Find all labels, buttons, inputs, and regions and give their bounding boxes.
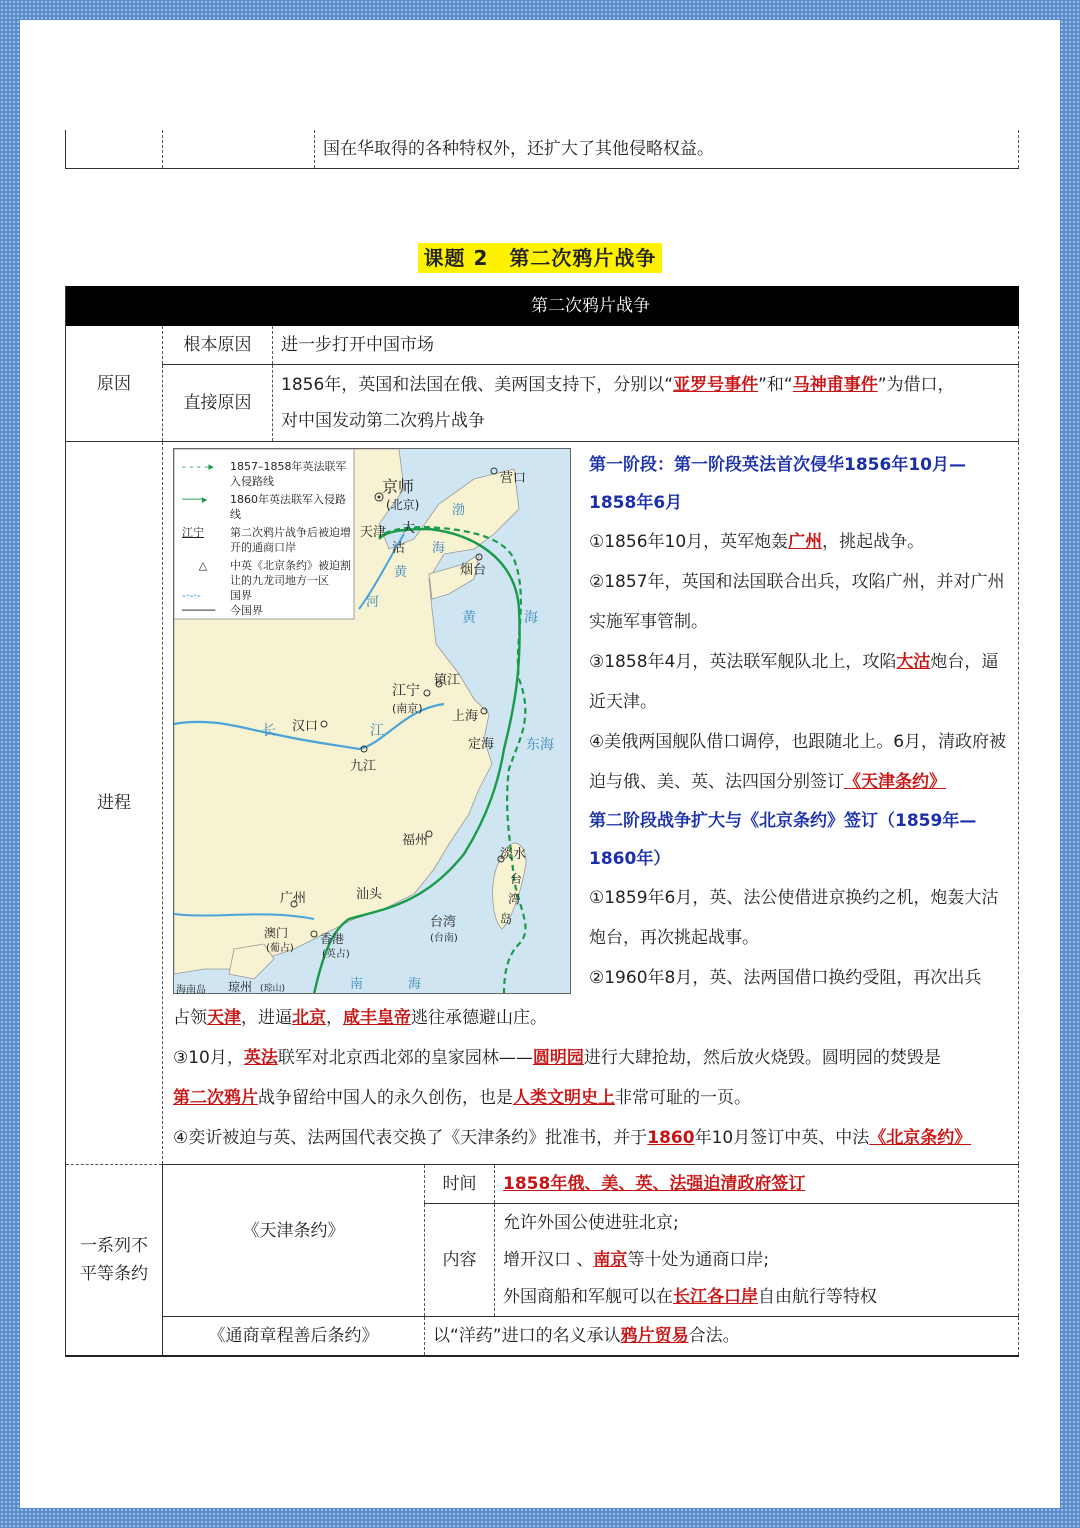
process-item: 占领天津，进逼北京，咸丰皇帝逃往承德避山庄。 bbox=[173, 1008, 547, 1028]
map-label: (英占) bbox=[322, 949, 350, 960]
map-label: 九江 bbox=[350, 759, 377, 774]
content-text: 允许外国公使进驻北京; 增开汉口 、南京等十处为通商口岸; 外国商船和军舰可以在长江各口岸自由航行等特权 bbox=[495, 1204, 1019, 1317]
root-cause-label: 根本原因 bbox=[163, 326, 273, 365]
war-table bbox=[65, 286, 1019, 1357]
process-item: ①1856年10月，英军炮轰广州，挑起战争。 bbox=[589, 532, 925, 552]
direct-cause-label: 直接原因 bbox=[163, 365, 273, 442]
map-label: 南 bbox=[350, 977, 364, 992]
map-label: 琼州 bbox=[228, 980, 253, 994]
process-label: 进程 bbox=[66, 442, 163, 1165]
process-item: ③1858年4月，英法联军舰队北上，攻陷大沽炮台，逼近天津。 bbox=[589, 652, 999, 712]
map-label: 汕头 bbox=[356, 887, 383, 902]
map-label: 沽 bbox=[392, 541, 406, 556]
map-label: (南京) bbox=[392, 702, 423, 715]
map-label: 渤 bbox=[452, 503, 466, 518]
map-label: (台南) bbox=[430, 933, 458, 944]
map-label: 香港 bbox=[320, 932, 345, 946]
process-item: ③10月，英法联军对北京西北郊的皇家园林——圆明园进行大肆抢劫，然后放火烧毁。圆明园的焚毁是 第二次鸦片战争留给中国人的永久创伤，也是人类文明史上非常可耻的一页。 bbox=[173, 1048, 941, 1108]
trade-treaty: 《通商章程善后条约》 bbox=[163, 1317, 425, 1357]
map-label: 海 bbox=[524, 610, 538, 626]
legend-item: -·-·- 国界 bbox=[182, 589, 252, 602]
map-legend bbox=[182, 459, 352, 618]
war-map bbox=[173, 448, 571, 994]
map-label: 烟台 bbox=[460, 563, 487, 578]
map-label: 定海 bbox=[468, 737, 495, 752]
map-label: 长 bbox=[262, 723, 276, 739]
process-content bbox=[163, 442, 1019, 1165]
continuation-text: 国在华取得的各种特权外，还扩大了其他侵略权益。 bbox=[315, 130, 1019, 169]
map-label: 黄 bbox=[394, 565, 408, 580]
page bbox=[20, 20, 1060, 1508]
map-label: 汉口 bbox=[292, 719, 319, 734]
root-cause-text: 进一步打开中国市场 bbox=[273, 326, 1019, 365]
lesson-title: 课题 2 第二次鸦片战争 bbox=[20, 242, 1060, 271]
direct-cause-text: 1856年，英国和法国在俄、美两国支持下，分别以“亚罗号事件”和“马神甫事件”为借口， 对中国发动第二次鸦片战争 bbox=[273, 365, 1019, 442]
legend-item: ───── 今国界 bbox=[182, 604, 263, 617]
treaties-label: 一系列不平等条约 bbox=[66, 1165, 163, 1357]
map-label: 江宁 bbox=[392, 683, 420, 699]
legend-item: 江宁 第二次鸦片战争后被迫增开的通商口岸 bbox=[182, 526, 351, 554]
time-text: 1858年俄、美、英、法强迫清政府签订 bbox=[495, 1165, 1019, 1204]
legend-item: ───▸ 1860年英法联军入侵路线 bbox=[182, 493, 346, 521]
map-label: 上海 bbox=[452, 709, 479, 724]
stage-2-title: 第二阶段战争扩大与《北京条约》签订（1859年—1860年） bbox=[589, 811, 977, 869]
content-label: 内容 bbox=[425, 1204, 495, 1317]
map-label: (葡占) bbox=[266, 943, 294, 954]
process-item: ②1960年8月，英、法两国借口换约受阻，再次出兵 bbox=[589, 968, 982, 988]
map-label: 岛 bbox=[500, 912, 513, 926]
map-label: 福州 bbox=[402, 833, 429, 848]
map-label: 河 bbox=[366, 595, 380, 610]
map-label: 海 bbox=[432, 541, 446, 556]
time-label: 时间 bbox=[425, 1165, 495, 1204]
legend-item: - - - -▸ 1857–1858年英法联军入侵路线 bbox=[182, 460, 347, 488]
map-label: (北京) bbox=[386, 498, 420, 512]
map-label: 江 bbox=[370, 723, 384, 739]
map-label: 湾 bbox=[508, 892, 521, 906]
map-label: 京师 bbox=[382, 477, 415, 496]
map-label: 淡水 bbox=[500, 847, 527, 862]
map-label: 海南岛 bbox=[176, 985, 206, 996]
map-label: 大 bbox=[402, 521, 416, 536]
map-label: 天津 bbox=[360, 525, 387, 540]
cause-label: 原因 bbox=[66, 326, 163, 442]
stage-1-title: 第一阶段：第一阶段英法首次侵华1856年10月—1858年6月 bbox=[589, 455, 966, 513]
process-item: ②1857年，英国和法国联合出兵，攻陷广州，并对广州实施军事管制。 bbox=[589, 572, 1005, 632]
map-label: 黄 bbox=[462, 610, 476, 626]
trade-text: 以“洋药”进口的名义承认鸦片贸易合法。 bbox=[425, 1317, 1019, 1357]
table-header: 第二次鸦片战争 bbox=[163, 286, 1019, 326]
map-label: (琼山) bbox=[260, 984, 286, 994]
map-label: 台湾 bbox=[430, 915, 457, 930]
map-label: 东海 bbox=[526, 737, 554, 753]
map-label: 广州 bbox=[280, 891, 307, 906]
map-label: 澳门 bbox=[264, 926, 289, 940]
tianjin-treaty: 《天津条约》 bbox=[163, 1165, 425, 1317]
map-label: 营口 bbox=[500, 471, 527, 486]
process-item: ①1859年6月，英、法公使借进京换约之机，炮轰大沽炮台，再次挑起战事。 bbox=[589, 888, 999, 948]
map-label: 台 bbox=[510, 872, 523, 886]
process-item: ④奕䜣被迫与英、法两国代表交换了《天津条约》批准书，并于1860年10月签订中英、中法《北京条约》 bbox=[173, 1128, 972, 1148]
continuation-table bbox=[65, 130, 1019, 169]
legend-item: △ 中英《北京条约》被迫割让的九龙司地方一区 bbox=[198, 559, 351, 587]
map-label: 海 bbox=[408, 977, 422, 992]
map-label: 镇江 bbox=[434, 673, 461, 688]
process-item: ④美俄两国舰队借口调停，也跟随北上。6月，清政府被迫与俄、美、英、法四国分别签订《天津条约》 bbox=[589, 732, 1007, 792]
